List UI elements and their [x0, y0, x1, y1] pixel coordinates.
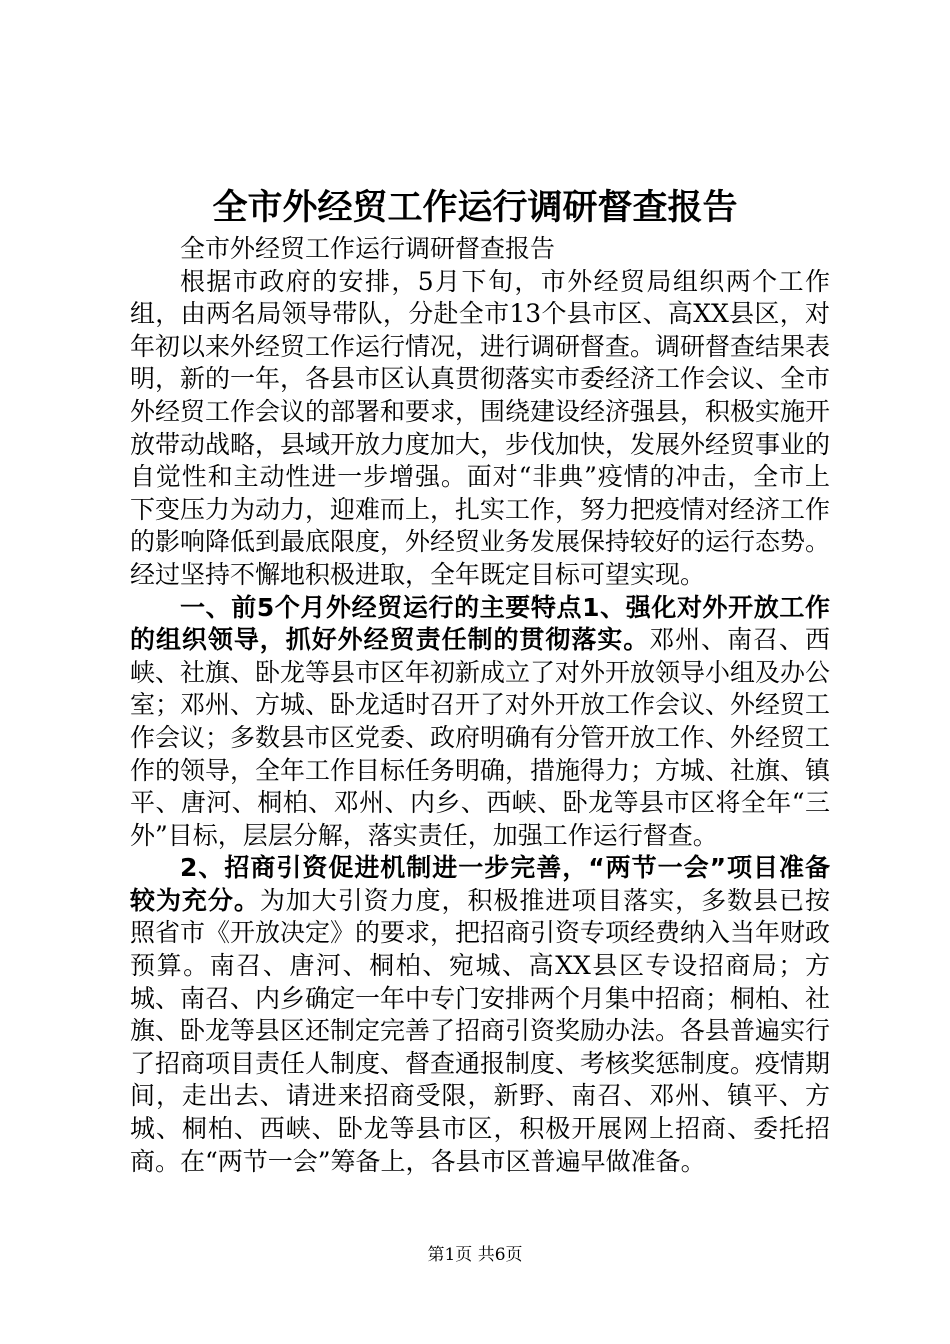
- document-body: [130, 233, 830, 1178]
- paragraph-text: 为加大引资力度，积极推进项目落实，多数县已按照省市《开放决定》的要求，把招商引资专项经费纳入当年财政预算。南召、唐河、桐柏、宛城、高XX县区专设招商局；方城、南召、内乡确定一年中专门安排两个月集中招商；桐柏、社旗、卧龙等县区还制定完善了招商引资奖励办法。各县普遍实行了招商项目责任人制度、督查通报制度、考核奖惩制度。疫情期间，走出去、请进来招商受限，新野、南召、邓州、镇平、方城、桐柏、西峡、卧龙等县市区，积极开展网上招商、委托招商。在“两节一会”筹备上，各县市区普遍早做准备。: [130, 885, 831, 1176]
- paragraph-text: 根据市政府的安排，5月下旬，市外经贸局组织两个工作组，由两名局领导带队，分赴全市13个县市区、高XX县区，对年初以来外经贸工作运行情况，进行调研督查。调研督查结果表明，新的一年，各县市区认真贯彻落实市委经济工作会议、全市外经贸工作会议的部署和要求，围绕建设经济强县，积极实施开放带动战略，县域开放力度加大，步伐加快，发展外经贸事业的自觉性和主动性进一步增强。面对“非典”疫情的冲击，全市上下变压力为动力，迎难而上，扎实工作，努力把疫情对经济工作的影响降低到最底限度，外经贸业务发展保持较好的运行态势。经过坚持不懈地积极进取，全年既定目标可望实现。: [130, 266, 831, 589]
- document-title: 全市外经贸工作运行调研督查报告: [212, 188, 738, 228]
- paragraph-lead: 2、招商引资促进机制进一步完善，“两节一会”项目准备较为充分。: [130, 853, 830, 915]
- paragraph-section-2: [130, 852, 830, 1178]
- paragraph-lead: 一、前5个月外经贸运行的主要特点1、强化对外开放工作的组织领导，抓好外经贸责任制的贯彻落实。: [130, 592, 830, 655]
- paragraph-intro: [130, 266, 830, 592]
- paragraph-section-1: [130, 592, 830, 853]
- paragraph-subtitle: [130, 233, 830, 266]
- paragraph-text: 全市外经贸工作运行调研督查报告: [180, 234, 556, 263]
- page-number-footer: 第1页 共6页: [427, 1245, 523, 1265]
- paragraph-text: 邓州、南召、西峡、社旗、卧龙等县市区年初新成立了对外开放领导小组及办公室；邓州、方城、卧龙适时召开了对外开放工作会议、外经贸工作会议；多数县市区党委、政府明确有分管开放工作、外经贸工作的领导，全年工作目标任务明确，措施得力；方城、社旗、镇平、唐河、桐柏、邓州、内乡、西峡、卧龙等县市区将全年“三外”目标，层层分解，落实责任，加强工作运行督查。: [130, 625, 831, 850]
